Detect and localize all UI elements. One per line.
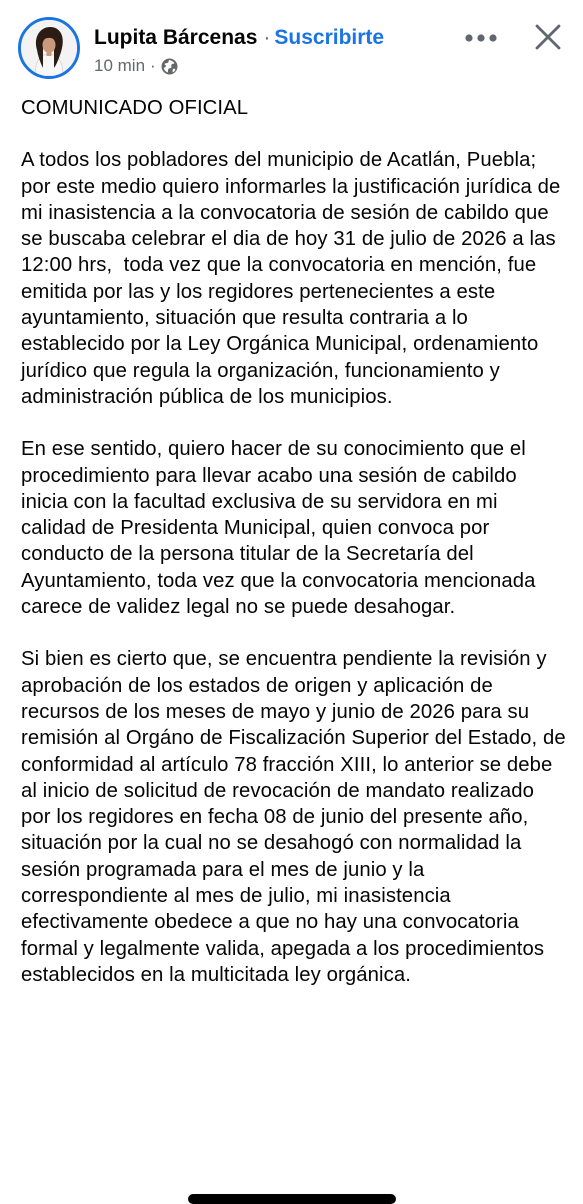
- author-separator: ·: [263, 26, 271, 49]
- post-timestamp[interactable]: 10 min: [94, 56, 146, 75]
- post-meta: [94, 55, 178, 77]
- author-line: [94, 24, 384, 52]
- post-paragraph: En ese sentido, quiero hacer de su conocimiento que el procedimiento para llevar acabo una sesión de cabildo inicia con la facultad exclusiva de su servidora en mi calidad de Presidenta Municipal, quien convoca por conducto de la persona titular de la Secretaría del Ayuntamiento, toda vez que la convocatoria mencionada carece de validez legal no se puede desahogar.: [21, 438, 542, 619]
- post-paragraph: A todos los pobladores del municipio de Acatlán, Puebla; por este medio quiero informarles la justificación jurídica de mi inasistencia a la convocatoria de sesión de cabildo que se buscaba celebrar el dia de hoy 31 de julio de 2026 a las 12:00 hrs, toda vez que la convocatoria en mención, fue emitida por las y los regidores pertenecientes a este ayuntamiento, situación que resulta contraria a lo establecido por la Ley Orgánica Municipal, ordenamiento jurídico que regula la organización, funcionamiento y administración pública de los municipios.: [21, 149, 567, 408]
- subscribe-button[interactable]: Suscribirte: [274, 26, 385, 49]
- more-options-icon[interactable]: [461, 25, 501, 51]
- post-paragraph: Si bien es cierto que, se encuentra pendiente la revisión y aprobación de los estados de origen y aplicación de recursos de los meses de mayo y junio de 2026 para su remisión al Orgáno de Fiscalización Superior del Estado, de conformidad al artículo 78 fracción XIII, lo anterior se debe al inicio de solicitud de revocación de mandato realizado por los regidores en fecha 08 de junio del presente año, situación por la cual no se desahogó con normalidad la sesión programada para el mes de junio y la correspondiente al mes de julio, mi inasistencia efectivamente obedece a que no hay una convocatoria formal y legalmente valida, apegada a los procedimientos establecidos en la multicitada ley orgánica.: [21, 648, 572, 986]
- post-heading: COMUNICADO OFICIAL: [21, 97, 249, 119]
- meta-separator: ·: [150, 56, 156, 75]
- post-header: [0, 0, 583, 86]
- globe-icon[interactable]: [161, 58, 178, 75]
- post-text: [21, 95, 572, 1014]
- avatar-portrait-icon: [21, 20, 77, 76]
- home-indicator[interactable]: [188, 1194, 396, 1204]
- close-icon[interactable]: [531, 20, 565, 54]
- author-name[interactable]: Lupita Bárcenas: [94, 26, 258, 49]
- author-avatar[interactable]: [18, 17, 80, 79]
